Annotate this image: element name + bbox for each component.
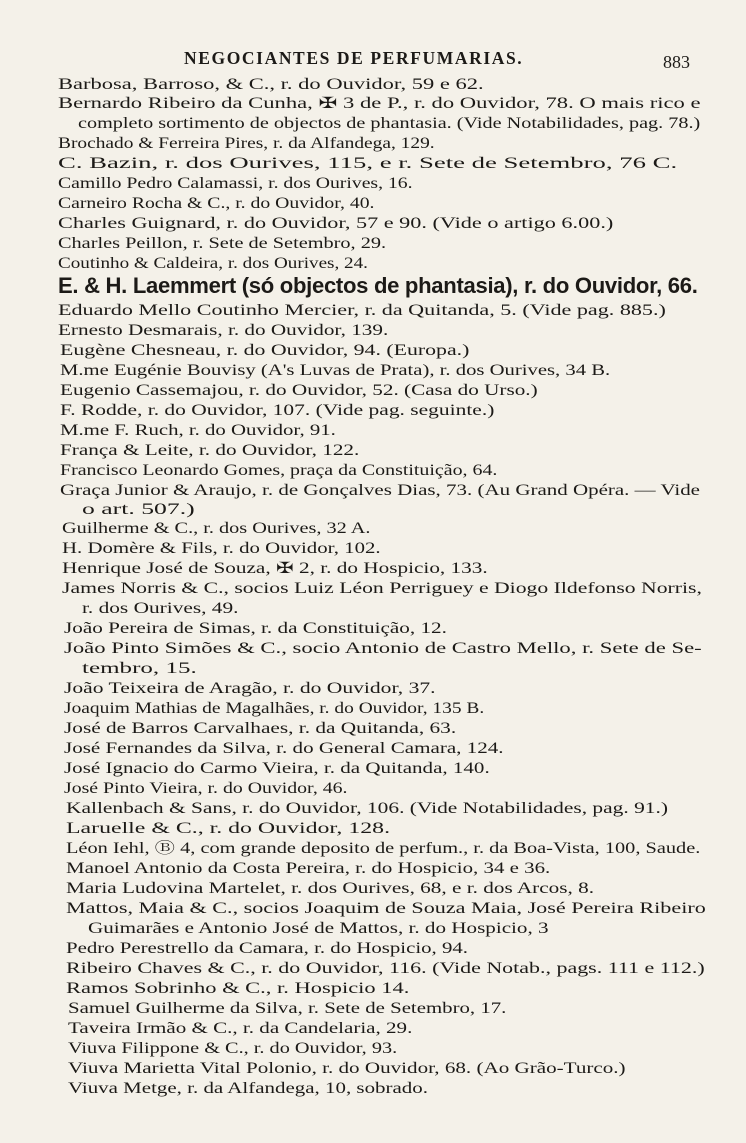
directory-entry: Viuva Filippone & C., r. do Ouvidor, 93. — [68, 1040, 398, 1057]
directory-entry: Viuva Marietta Vital Polonio, r. do Ouvidor, 68. (Ao Grão-Turco.) — [68, 1060, 626, 1077]
directory-entry: José Fernandes da Silva, r. do General Camara, 124. — [64, 740, 504, 757]
directory-entry: C. Bazin, r. dos Ourives, 115, e r. Sete de Setembro, 76 C. — [58, 155, 678, 172]
directory-entry: H. Domère & Fils, r. do Ouvidor, 102. — [62, 540, 381, 557]
highlighted-entry: E. & H. Laemmert (só objectos de phantasia), r. do Ouvidor, 66. — [58, 273, 698, 298]
directory-entry: Mattos, Maia & C., socios Joaquim de Souza Maia, José Pereira Ribeiro — [66, 900, 706, 917]
directory-entry: M.me Eugénie Bouvisy (A's Luvas de Prata), r. dos Ourives, 34 B. — [60, 362, 611, 379]
directory-entry: José Ignacio do Carmo Vieira, r. da Quitanda, 140. — [64, 760, 490, 777]
directory-entry: França & Leite, r. do Ouvidor, 122. — [60, 442, 360, 459]
directory-entry: Kallenbach & Sans, r. do Ouvidor, 106. (Vide Notabilidades, pag. 91.) — [66, 800, 669, 817]
directory-entry: João Teixeira de Aragão, r. do Ouvidor, 37. — [64, 680, 436, 697]
directory-entry: Joaquim Mathias de Magalhães, r. do Ouvidor, 135 B. — [64, 700, 485, 717]
directory-entry: Eugenio Cassemajou, r. do Ouvidor, 52. (Casa do Urso.) — [60, 382, 538, 399]
directory-entry: Henrique José de Souza, ✠ 2, r. do Hospicio, 133. — [62, 560, 488, 577]
directory-entry: tembro, 15. — [82, 660, 197, 677]
directory-entry: Camillo Pedro Calamassi, r. dos Ourives, 16. — [58, 175, 413, 192]
directory-entry: José de Barros Carvalhaes, r. da Quitanda, 63. — [64, 720, 457, 737]
directory-entry: F. Rodde, r. do Ouvidor, 107. (Vide pag. seguinte.) — [60, 402, 495, 419]
directory-entry: Ribeiro Chaves & C., r. do Ouvidor, 116. (Vide Notab., pags. 111 e 112.) — [66, 960, 705, 977]
directory-entry: Bernardo Ribeiro da Cunha, ✠ 3 de P., r. do Ouvidor, 78. O mais rico e — [58, 95, 701, 112]
directory-entry: Ramos Sobrinho & C., r. Hospicio 14. — [66, 980, 410, 997]
directory-entry: Guimarães e Antonio José de Mattos, r. do Hospicio, 3 — [88, 920, 549, 937]
directory-entry: Ernesto Desmarais, r. do Ouvidor, 139. — [58, 322, 389, 339]
page-number: 883 — [663, 52, 690, 72]
directory-entry: Eugène Chesneau, r. do Ouvidor, 94. (Europa.) — [60, 342, 470, 359]
directory-entry: Charles Peillon, r. Sete de Setembro, 29. — [58, 235, 387, 252]
directory-entry: João Pereira de Simas, r. da Constituição, 12. — [64, 620, 447, 637]
directory-entry: James Norris & C., socios Luiz Léon Perriguey e Diogo Ildefonso Norris, — [62, 580, 702, 597]
directory-entry: completo sortimento de objectos de phantasia. (Vide Notabilidades, pag. 78.) — [78, 115, 701, 132]
directory-entry: Pedro Perestrello da Camara, r. do Hospicio, 94. — [66, 940, 468, 957]
directory-entry: Léon Iehl, Ⓑ 4, com grande deposito de perfum., r. da Boa-Vista, 100, Saude. — [66, 840, 701, 857]
directory-entry: Eduardo Mello Coutinho Mercier, r. da Quitanda, 5. (Vide pag. 885.) — [58, 302, 666, 319]
directory-entry: Maria Ludovina Martelet, r. dos Ourives, 68, e r. dos Arcos, 8. — [66, 880, 595, 897]
directory-entry: Laruelle & C., r. do Ouvidor, 128. — [66, 820, 391, 837]
directory-entry: Graça Junior & Araujo, r. de Gonçalves Dias, 73. (Au Grand Opéra. — Vide — [60, 482, 700, 499]
directory-entry: Guilherme & C., r. dos Ourives, 32 A. — [62, 520, 371, 537]
directory-entry: Carneiro Rocha & C., r. do Ouvidor, 40. — [58, 195, 375, 212]
directory-entry: M.me F. Ruch, r. do Ouvidor, 91. — [60, 422, 336, 439]
directory-entry: Barbosa, Barroso, & C., r. do Ouvidor, 59 e 62. — [58, 76, 484, 93]
directory-entry: Brochado & Ferreira Pires, r. da Alfandega, 129. — [58, 135, 435, 152]
directory-entry: João Pinto Simões & C., socio Antonio de Castro Mello, r. Sete de Se- — [64, 640, 702, 657]
directory-entry: r. dos Ourives, 49. — [82, 600, 239, 617]
directory-entry: Viuva Metge, r. da Alfandega, 10, sobrado. — [68, 1080, 428, 1097]
directory-entry: José Pinto Vieira, r. do Ouvidor, 46. — [64, 780, 348, 797]
directory-entry: o art. 507.) — [82, 501, 195, 518]
directory-entry: Taveira Irmão & C., r. da Candelaria, 29. — [68, 1020, 413, 1037]
directory-entry: Samuel Guilherme da Silva, r. Sete de Setembro, 17. — [68, 1000, 507, 1017]
directory-entry: Charles Guignard, r. do Ouvidor, 57 e 90. (Vide o artigo 6.00.) — [58, 215, 614, 232]
directory-entry: Manoel Antonio da Costa Pereira, r. do Hospicio, 34 e 36. — [66, 860, 551, 877]
directory-entry: Francisco Leonardo Gomes, praça da Constituição, 64. — [60, 462, 498, 479]
running-title: NEGOCIANTES DE PERFUMARIAS. — [184, 48, 524, 68]
directory-entry: Coutinho & Caldeira, r. dos Ourives, 24. — [58, 255, 368, 272]
